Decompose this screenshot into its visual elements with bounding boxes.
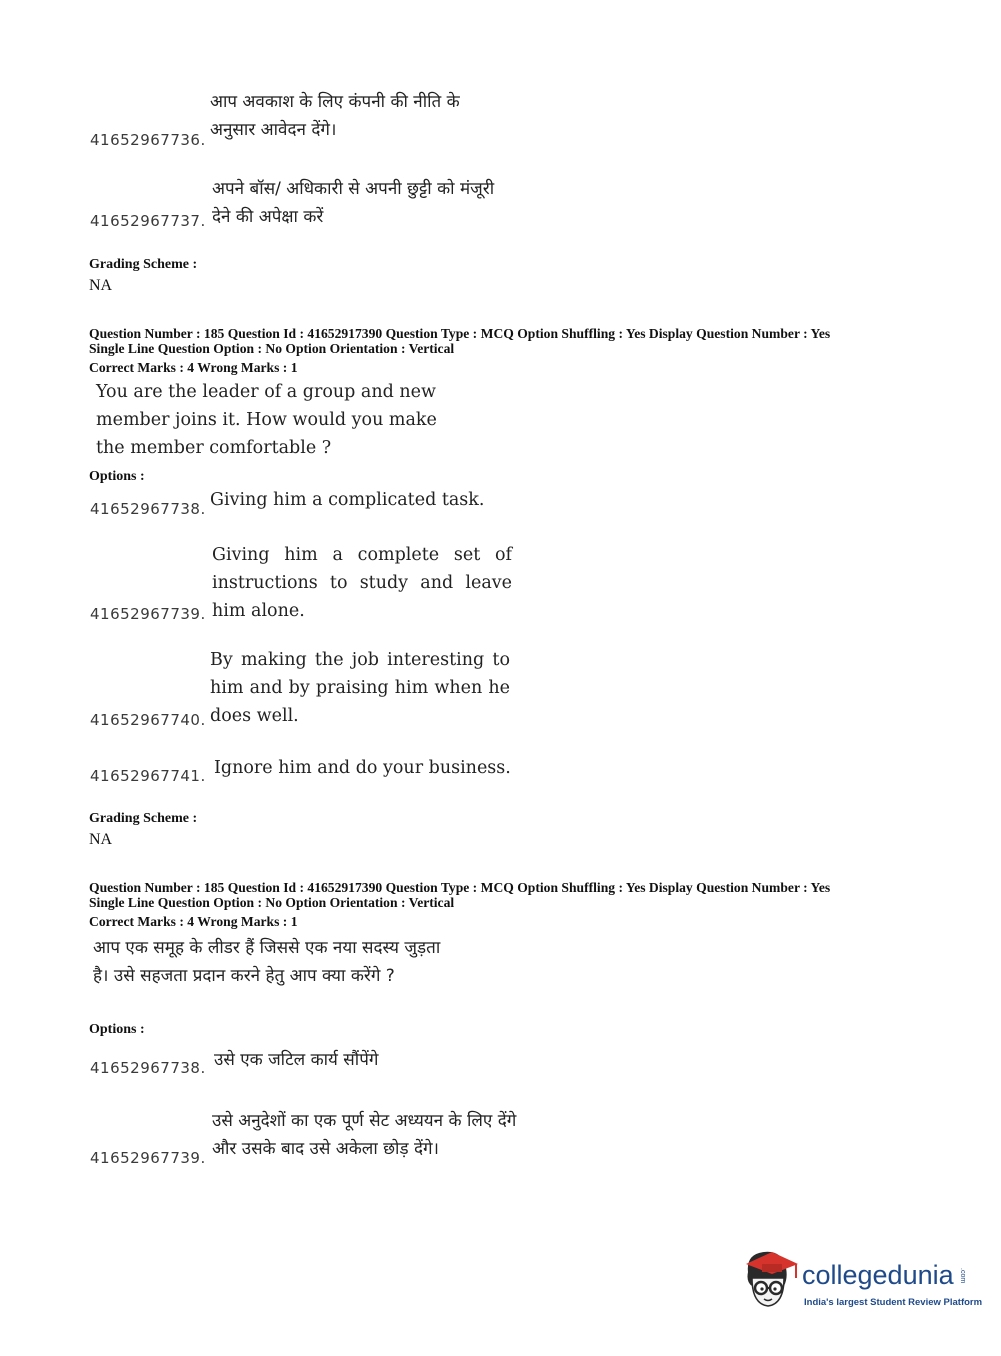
- grading-scheme-value: NA: [89, 831, 113, 848]
- option-id: 41652967739.: [90, 1149, 206, 1167]
- options-label: Options :: [89, 469, 145, 484]
- option-id: 41652967741.: [90, 767, 206, 785]
- question-meta: Question Number : 185 Question Id : 41652917390 Question Type : MCQ Option Shuffling : Yes Display Question Number : Yes: [89, 326, 831, 341]
- question-meta: Single Line Question Option : No Option Orientation : Vertical: [89, 341, 455, 356]
- grading-scheme-value: NA: [89, 277, 113, 294]
- logo-suffix: .com: [959, 1268, 966, 1284]
- question-text: आप एक समूह के लीडर हैं जिससे एक नया सदस्य जुड़ता है। उसे सहजता प्रदान करने हेतु आप क्या करेंगे ?: [93, 938, 441, 986]
- option-text: उसे एक जटिल कार्य सौंपेंगे: [214, 1050, 379, 1070]
- option-text: Giving him a complete set of instructions to study and leave him alone.: [212, 545, 512, 621]
- option-id: 41652967739.: [90, 605, 206, 623]
- option-text: आप अवकाश के लिए कंपनी की नीति के अनुसार आवेदन देंगे।: [210, 92, 460, 140]
- question-marks: Correct Marks : 4 Wrong Marks : 1: [89, 914, 298, 929]
- collegedunia-logo: [738, 1246, 983, 1316]
- option-id: 41652967740.: [90, 711, 206, 729]
- option-id: 41652967737.: [90, 212, 206, 230]
- grading-scheme-label: Grading Scheme :: [89, 257, 198, 272]
- question-text: You are the leader of a group and new member joins it. How would you make the member comfortable ?: [96, 382, 437, 458]
- option-text: उसे अनुदेशों का एक पूर्ण सेट अध्ययन के लिए देंगे और उसके बाद उसे अकेला छोड़ देंगे।: [212, 1111, 517, 1159]
- option-id: 41652967738.: [90, 500, 206, 518]
- logo-wordmark: collegedunia: [802, 1260, 954, 1290]
- option-text: By making the job interesting to him and by praising him when he does well.: [210, 650, 510, 726]
- question-meta: Single Line Question Option : No Option Orientation : Vertical: [89, 895, 455, 910]
- student-mascot-icon: [738, 1246, 800, 1312]
- logo-tagline: India's largest Student Review Platform: [804, 1297, 983, 1308]
- question-meta: Question Number : 185 Question Id : 41652917390 Question Type : MCQ Option Shuffling : Yes Display Question Number : Yes: [89, 880, 831, 895]
- options-label: Options :: [89, 1022, 145, 1037]
- option-id: 41652967736.: [90, 131, 206, 149]
- option-text: अपने बॉस/ अधिकारी से अपनी छुट्टी को मंजूरी देने की अपेक्षा करें: [212, 179, 495, 227]
- option-id: 41652967738.: [90, 1059, 206, 1077]
- option-text: Ignore him and do your business.: [214, 758, 511, 778]
- option-text: Giving him a complicated task.: [210, 490, 485, 510]
- grading-scheme-label: Grading Scheme :: [89, 811, 198, 826]
- question-marks: Correct Marks : 4 Wrong Marks : 1: [89, 360, 298, 375]
